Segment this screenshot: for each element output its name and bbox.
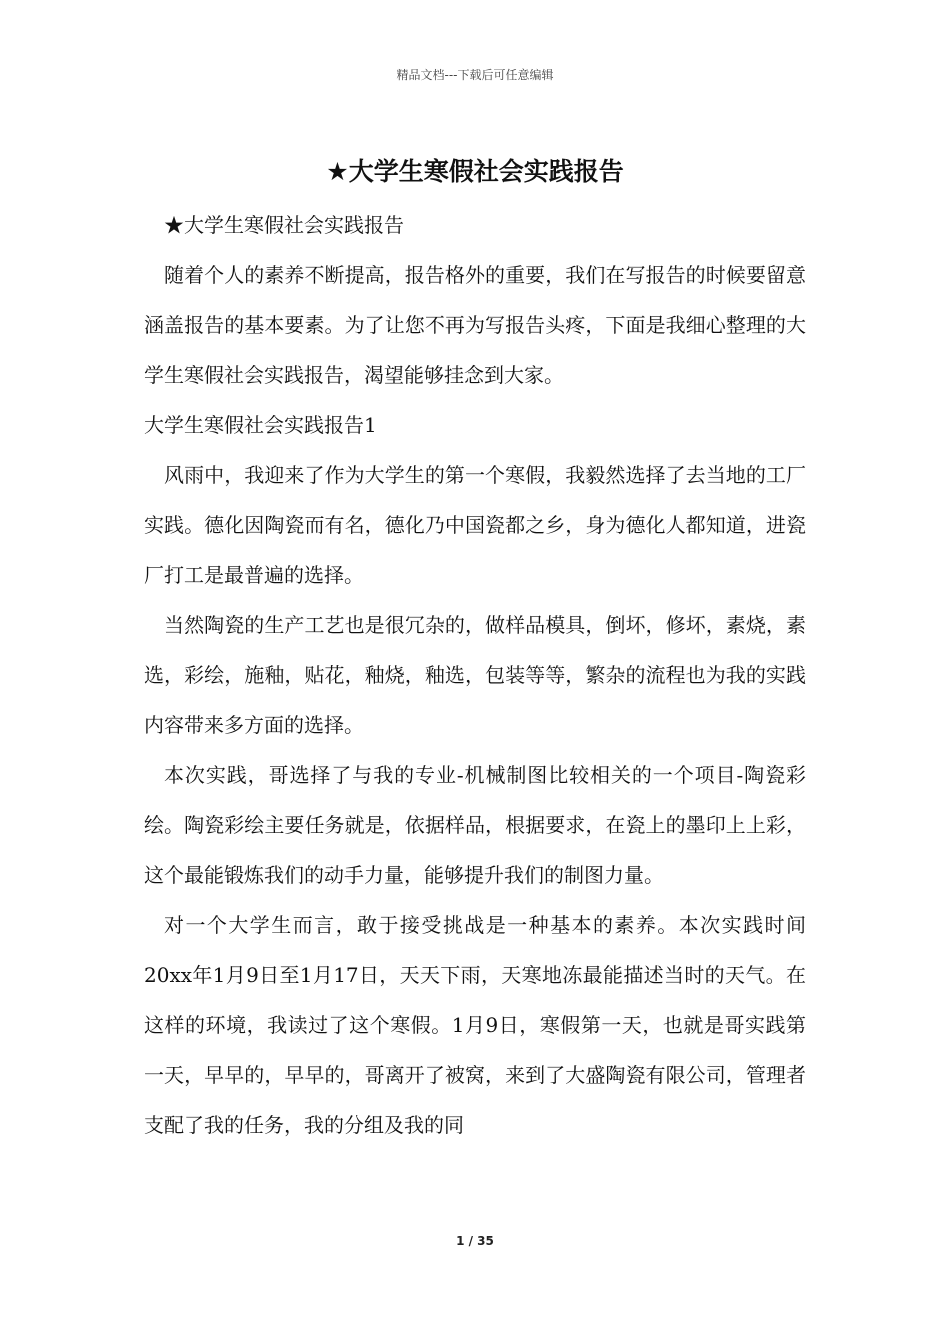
page-number: 1 / 35 — [456, 1234, 494, 1248]
document-body — [144, 200, 806, 1150]
document-title: ★大学生寒假社会实践报告 — [326, 157, 624, 186]
body-paragraph: 当然陶瓷的生产工艺也是很冗杂的，做样品模具，倒坏，修坏，素烧，素选，彩绘，施釉，贴花，釉烧，釉选，包装等等，繁杂的流程也为我的实践内容带来多方面的选择。 — [144, 613, 806, 737]
body-paragraph: 本次实践，哥选择了与我的专业-机械制图比较相关的一个项目-陶瓷彩绘。陶瓷彩绘主要任务就是，依据样品，根据要求，在瓷上的墨印上上彩，这个最能锻炼我们的动手力量，能够提升我们的制图力量。 — [144, 763, 806, 887]
subtitle-paragraph: ★大学生寒假社会实践报告 — [164, 213, 404, 237]
section-heading: 大学生寒假社会实践报告1 — [144, 413, 377, 437]
body-paragraph: 风雨中，我迎来了作为大学生的第一个寒假，我毅然选择了去当地的工厂实践。德化因陶瓷而有名，德化乃中国瓷都之乡，身为德化人都知道，进瓷厂打工是最普遍的选择。 — [144, 463, 806, 587]
intro-paragraph: 随着个人的素养不断提高，报告格外的重要，我们在写报告的时候要留意涵盖报告的基本要素。为了让您不再为写报告头疼，下面是我细心整理的大学生寒假社会实践报告，渴望能够挂念到大家。 — [144, 263, 806, 387]
header-note: 精品文档---下载后可任意编辑 — [396, 68, 554, 82]
body-paragraph: 对一个大学生而言，敢于接受挑战是一种基本的素养。本次实践时间20xx年1月9日至1月17日，天天下雨，天寒地冻最能描述当时的天气。在这样的环境，我读过了这个寒假。1月9日，寒假第一天，也就是哥实践第一天，早早的，早早的，哥离开了被窝，来到了大盛陶瓷有限公司，管理者支配了我的任务，我的分组及我的同 — [144, 913, 806, 1137]
